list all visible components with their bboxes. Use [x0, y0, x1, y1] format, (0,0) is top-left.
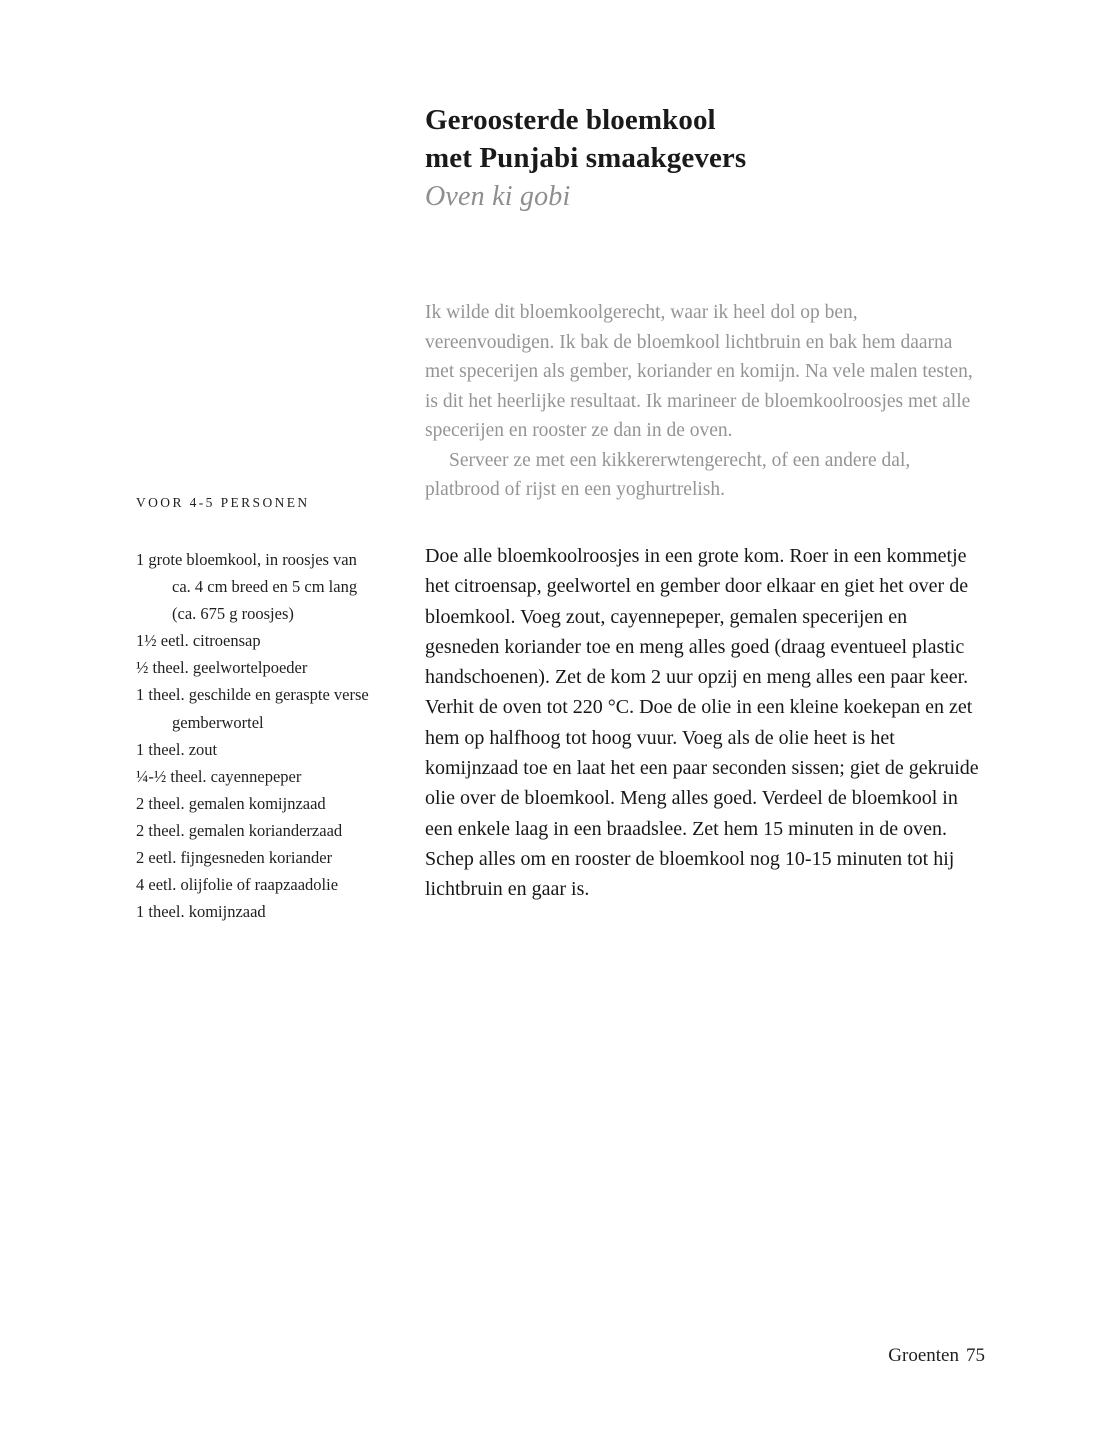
ingredient-continuation: ca. 4 cm breed en 5 cm lang [172, 577, 358, 597]
ingredient-item [136, 763, 404, 790]
title-line-2: met Punjabi smaakgevers [425, 142, 747, 174]
ingredient-text: 2 theel. gemalen komijnzaad [136, 793, 326, 813]
ingredient-continuation: gemberwortel [172, 712, 264, 732]
serves-heading: VOOR 4-5 PERSONEN [136, 495, 310, 510]
ingredient-continuation: (ca. 675 g roosjes) [172, 604, 294, 624]
page-footer [0, 1345, 1107, 1367]
footer-page-number: 75 [966, 1345, 985, 1366]
ingredient-item [136, 898, 404, 925]
ingredients-list [136, 546, 404, 925]
ingredient-item [136, 736, 404, 763]
ingredient-text: 1½ eetl. citroensap [136, 631, 261, 651]
ingredient-text: 1 theel. geschilde en geraspte verse [136, 685, 369, 705]
intro-block [425, 298, 985, 505]
intro-paragraph-1: Ik wilde dit bloemkoolgerecht, waar ik heel dol op ben, vereenvoudigen. Ik bak de bloemkool lichtbruin en bak hem daarna met specerijen als gember, koriander en komijn. Na vele malen testen, is dit het heerlijke resultaat. Ik marineer de bloemkoolroosjes met alle specerijen en rooster ze dan in de oven. [425, 302, 973, 441]
page-title [425, 101, 1005, 177]
ingredient-text: 1 theel. zout [136, 739, 218, 759]
ingredient-item [136, 681, 404, 735]
recipe-subtitle: Oven ki gobi [425, 181, 571, 212]
ingredient-text: 1 theel. komijnzaad [136, 902, 266, 922]
ingredient-item [136, 844, 404, 871]
method-block [425, 541, 985, 905]
intro-paragraph-2: Serveer ze met een kikkererwtengerecht, of een andere dal, platbrood of rijst en een yoghurtrelish. [425, 449, 911, 500]
title-line-1: Geroosterde bloemkool [425, 104, 716, 136]
ingredient-text: ¼-½ theel. cayennepeper [136, 766, 302, 786]
ingredient-text: 2 eetl. fijngesneden koriander [136, 848, 333, 868]
ingredient-item [136, 627, 404, 654]
ingredient-text: ½ theel. geelwortelpoeder [136, 658, 308, 678]
footer-section-label: Groenten [888, 1345, 959, 1366]
ingredient-item [136, 817, 404, 844]
title-block [425, 101, 1005, 215]
method-paragraph: Doe alle bloemkoolroosjes in een grote kom. Roer in een kommetje het citroensap, geelwortel en gember door elkaar en giet het over de bloemkool. Voeg zout, cayennepeper, gemalen specerijen en gesneden koriander toe en meng alles goed (draag eventueel plastic handschoenen). Zet de kom 2 uur opzij en meng alles een paar keer. Verhit de oven tot 220 °C. Doe de olie in een kleine koekepan en zet hem op halfhoog tot hoog vuur. Voeg als de olie heet is het komijnzaad toe en laat het een paar seconden sissen; giet de gekruide olie over de bloemkool. Meng alles goed. Verdeel de bloemkool in een enkele laag in een braadslee. Zet hem 15 minuten in de oven. Schep alles om en rooster de bloemkool nog 10-15 minuten tot hij lichtbruin en gaar is. [425, 545, 979, 901]
ingredient-item [136, 871, 404, 898]
ingredient-text: 1 grote bloemkool, in roosjes van [136, 550, 357, 569]
ingredient-text: 2 theel. gemalen korianderzaad [136, 820, 343, 840]
ingredient-item [136, 654, 404, 681]
ingredient-text: 4 eetl. olijfolie of raapzaadolie [136, 875, 339, 895]
ingredient-item [136, 546, 404, 627]
ingredient-item [136, 790, 404, 817]
